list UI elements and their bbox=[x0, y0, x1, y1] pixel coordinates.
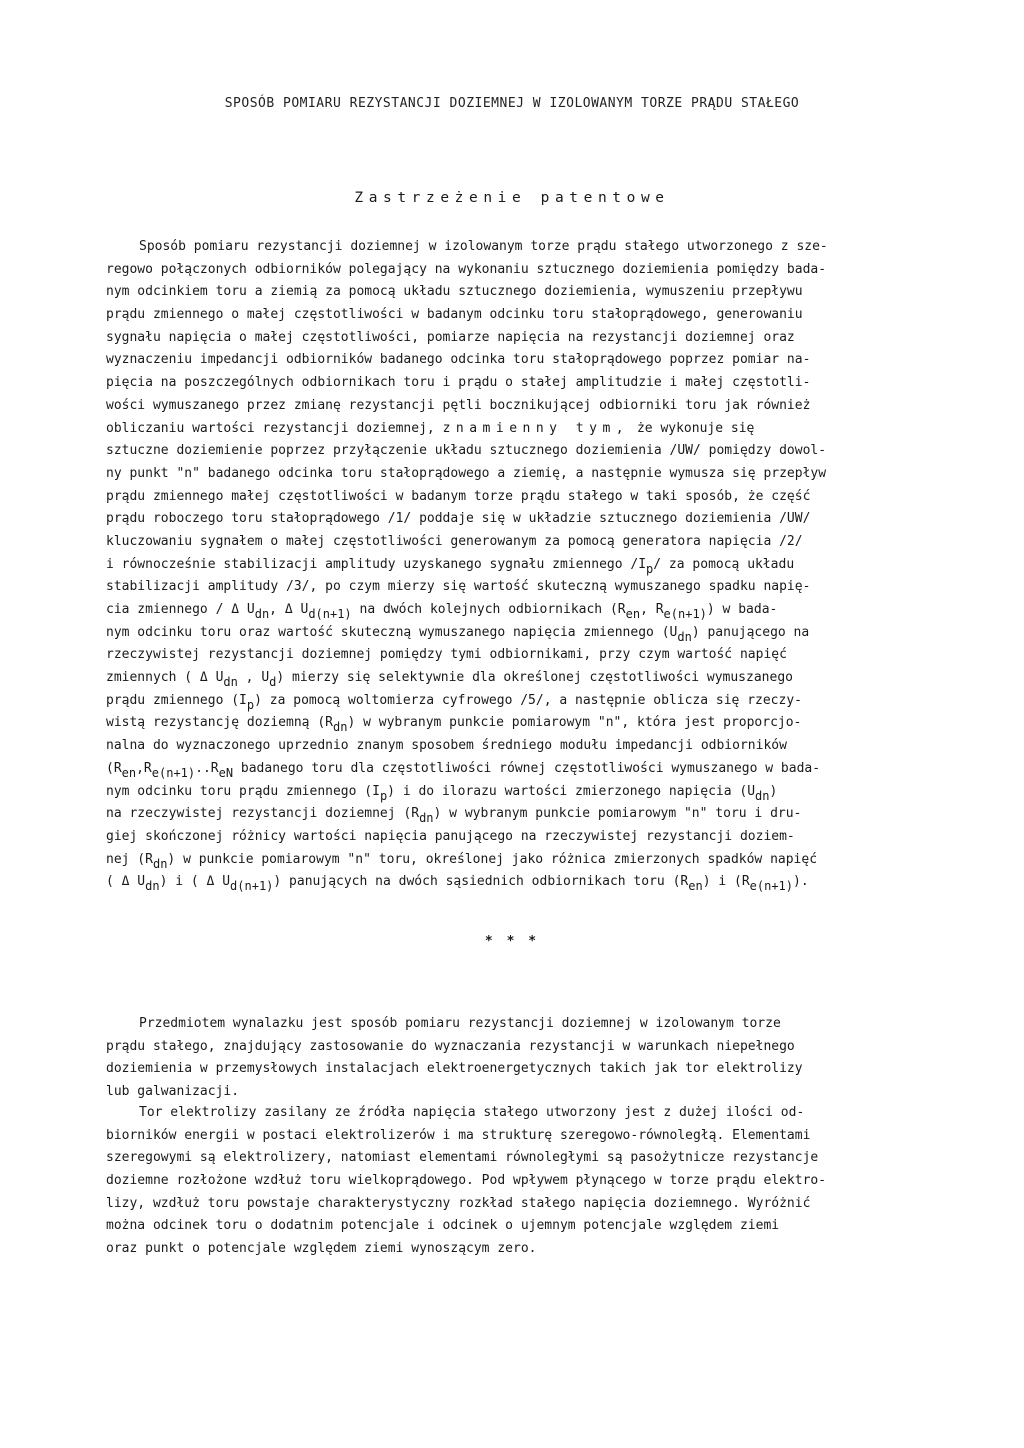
claim-text: ) w wybranym punkcie pomiarowym "n" toru i dru- bbox=[433, 806, 802, 822]
subscript: p bbox=[646, 561, 654, 576]
claim-line: kluczowaniu sygnałem o małej częstotliwości generowanym za pomocą generatora napięcia /2/ bbox=[106, 533, 803, 549]
claim-line: nalna do wyznaczonego uprzednio znanym sposobem średniego modułu impedancji odbiorników bbox=[106, 738, 787, 754]
claim-text: ,R bbox=[136, 760, 152, 776]
subscript: dn bbox=[254, 607, 270, 621]
paragraph-line: lub galwanizacji. bbox=[106, 1084, 240, 1100]
claim-line bbox=[106, 599, 920, 622]
claim-line bbox=[106, 758, 920, 781]
claim-text: badanego toru dla częstotliwości równej częstotliwości wymuszanego w bada- bbox=[233, 760, 821, 776]
subscript: en bbox=[121, 765, 137, 780]
description-paragraph-1 bbox=[106, 1013, 920, 1104]
subscript: d(n+1) bbox=[308, 607, 352, 621]
subscript: dn bbox=[223, 675, 238, 690]
subscript: p bbox=[379, 788, 388, 803]
claim-line: pięcia na poszczególnych odbiornikach toru i prądu o stałej amplitudzie i małej częstotli- bbox=[106, 375, 811, 391]
claim-text: ) i (R bbox=[702, 874, 750, 890]
claim-text: ..R bbox=[195, 760, 219, 776]
claim-text: zmiennych ( Δ U bbox=[106, 670, 224, 686]
claim-line: ny punkt "n" badanego odcinka toru stałoprądowego a ziemię, a następnie wymusza się przepływ bbox=[106, 465, 827, 481]
document-header: SPOSÓB POMIARU REZYSTANCJI DOZIEMNEJ W IZOLOWANYM TORZE PRĄDU STAŁEGO bbox=[224, 96, 800, 111]
claim-line bbox=[106, 667, 920, 690]
claim-text: ) w punkcie pomiarowym "n" toru, określonej jako różnica zmierzonych spadków napięć bbox=[167, 851, 818, 867]
claim-line: stabilizacji amplitudy /3/, po czym mierzy się wartość skuteczną wymuszanego spadku napię- bbox=[106, 579, 811, 595]
claim-line bbox=[106, 690, 920, 713]
claim-line bbox=[106, 554, 920, 577]
claim-line: wyznaczeniu impedancji odbiorników badanego odcinka toru stałoprądowego poprzez pomiar na- bbox=[106, 352, 811, 368]
subscript: e(n+1) bbox=[151, 765, 196, 780]
claim-text: nym odcinku toru oraz wartość skuteczną wymuszanego napięcia zmiennego (U bbox=[106, 624, 678, 640]
claim-text: prądu zmiennego (I bbox=[106, 692, 247, 708]
claim-text: ) mierzy się selektywnie dla określonej częstotliwości wymuszanego bbox=[276, 670, 793, 686]
subscript: d bbox=[269, 675, 277, 690]
claim-text: wistą rezystancję doziemną (R bbox=[106, 715, 333, 731]
claim-text: i równocześnie stabilizacji amplitudy uzyskanego sygnału zmiennego /I bbox=[106, 556, 647, 572]
claim-line bbox=[106, 871, 920, 894]
claim-text: / za pomocą układu bbox=[653, 556, 795, 572]
paragraph-line: prądu stałego, znajdujący zastosowanie do wyznaczania rezystancji w warunkach niepełnego bbox=[106, 1038, 795, 1054]
claim-line: giej skończonej różnicy wartości napięcia panującego na rzeczywistej rezystancji doziem- bbox=[106, 828, 795, 844]
paragraph-line: biorników energii w postaci elektrolizerów i ma strukturę szeregowo-równoległą. Elementami bbox=[106, 1127, 811, 1143]
subscript: dn bbox=[145, 879, 160, 894]
claim-text: ) panujących na dwóch sąsiednich odbiornikach toru (R bbox=[273, 874, 689, 890]
paragraph-line: lizy, wzdłuż toru powstaje charakterystyczny rozkład stałego napięcia doziemnego. Wyróżnić bbox=[106, 1195, 811, 1211]
paragraph-line: Tor elektrolizy zasilany ze źródła napięcia stałego utworzony jest z dużej ilości od- bbox=[139, 1105, 805, 1120]
claim-text: cia zmiennego / Δ U bbox=[106, 602, 255, 617]
claim-text: (R bbox=[106, 760, 122, 776]
subscript: e(n+1) bbox=[749, 879, 794, 894]
claim-line: prądu zmiennego o małej częstotliwości w badanym odcinku toru stałoprądowego, generowaniu bbox=[106, 307, 803, 323]
claim-text: , R bbox=[640, 602, 664, 617]
claim-line: sygnału napięcia o małej częstotliwości, pomiarze napięcia na rezystancji doziemnej oraz bbox=[106, 329, 795, 345]
subscript: d(n+1) bbox=[230, 879, 274, 894]
subscript: en bbox=[625, 607, 641, 621]
paragraph-line: oraz punkt o potencjale względem ziemi wynoszącym zero. bbox=[106, 1241, 537, 1257]
claim-text: ) w wybranym punkcie pomiarowym "n", która jest proporcjo- bbox=[347, 715, 802, 731]
claim-text: obliczaniu wartości rezystancji doziemnej, bbox=[106, 420, 435, 436]
claim-text: , U bbox=[237, 670, 270, 686]
claim-line: prądu zmiennego małej częstotliwości w badanym torze prądu stałego w taki sposób, że część bbox=[106, 488, 811, 504]
claims-title: Zastrzeżenie patentowe bbox=[354, 190, 670, 206]
claim-line: rzeczywistej rezystancji doziemnej pomiędzy tymi odbiornikami, przy czym wartość napięć bbox=[106, 647, 787, 663]
claim-characterizing-phrase: znamienny tym, bbox=[442, 420, 630, 436]
claim-line bbox=[106, 849, 920, 872]
subscript: dn bbox=[332, 720, 348, 735]
claim-text: na dwóch kolejnych odbiornikach (R bbox=[351, 602, 626, 617]
claim-text: ) w bada- bbox=[706, 602, 778, 617]
claim-line: prądu roboczego toru stałoprądowego /1/ poddaje się w układzie sztucznego doziemienia /UW/ bbox=[106, 511, 811, 527]
claim-line: sztuczne doziemienie poprzez przyłączenie układu sztucznego doziemienia /UW/ pomiędzy dowol- bbox=[106, 443, 827, 459]
claim-line bbox=[106, 781, 920, 804]
patent-claim bbox=[106, 236, 920, 894]
claim-text: że wykonuje się bbox=[636, 420, 755, 436]
claim-text: ( Δ U bbox=[106, 874, 146, 890]
claim-text: ) i do ilorazu wartości zmierzonego napięcia (U bbox=[387, 783, 756, 799]
claim-line bbox=[106, 712, 920, 735]
claim-text: ) za pomocą woltomierza cyfrowego /5/, a następnie oblicza się rzeczy- bbox=[254, 692, 802, 708]
subscript: dn bbox=[677, 629, 692, 644]
claim-line: wości wymuszanego przez zmianę rezystancji pętli bocznikującej odbiorniki toru jak również bbox=[106, 397, 811, 413]
claim-line: regowo połączonych odbiorników polegający na wykonaniu sztucznego doziemienia pomiędzy bada- bbox=[106, 261, 827, 277]
subscript: eN bbox=[218, 765, 234, 780]
paragraph-line: Przedmiotem wynalazku jest sposób pomiaru rezystancji doziemnej w izolowanym torze bbox=[139, 1016, 781, 1031]
subscript: dn bbox=[152, 856, 168, 871]
claim-text: ) i ( Δ U bbox=[159, 874, 231, 890]
description-paragraph-2 bbox=[106, 1102, 920, 1261]
claim-text: , Δ U bbox=[269, 602, 309, 617]
claim-line bbox=[106, 622, 920, 645]
claim-line: nym odcinkiem toru a ziemią za pomocą układu sztucznego doziemienia, wymuszeniu przepływu bbox=[106, 284, 803, 300]
claim-line bbox=[106, 803, 920, 826]
claim-text: nym odcinku toru prądu zmiennego (I bbox=[106, 783, 380, 799]
claim-text: ) bbox=[769, 783, 778, 799]
subscript: dn bbox=[419, 811, 434, 826]
paragraph-line: szeregowymi są elektrolizery, natomiast elementami równoległymi są pasożytnicze rezystancje bbox=[106, 1150, 819, 1166]
claim-text: nej (R bbox=[106, 851, 153, 867]
subscript: e(n+1) bbox=[663, 607, 707, 621]
claim-text: ) panującego na bbox=[691, 624, 810, 640]
subscript: p bbox=[246, 697, 255, 712]
section-separator: * * * bbox=[484, 934, 540, 949]
claim-text: na rzeczywistej rezystancji doziemnej (R bbox=[106, 806, 420, 822]
paragraph-line: doziemienia w przemysłowych instalacjach elektroenergetycznych takich jak tor elektrolizy bbox=[106, 1061, 803, 1077]
subscript: dn bbox=[755, 788, 770, 803]
subscript: en bbox=[688, 879, 703, 894]
paragraph-line: można odcinek toru o dodatnim potencjale i odcinek o ujemnym potencjale względem ziemi bbox=[106, 1218, 780, 1234]
claim-text: ). bbox=[793, 874, 809, 890]
claim-line: Sposób pomiaru rezystancji doziemnej w izolowanym torze prądu stałego utworzonego z sze- bbox=[139, 239, 828, 254]
paragraph-line: doziemne rozłożone wzdłuż toru wielkoprądowego. Pod wpływem płynącego w torze prądu elektro- bbox=[106, 1173, 827, 1189]
claim-line bbox=[106, 418, 920, 441]
